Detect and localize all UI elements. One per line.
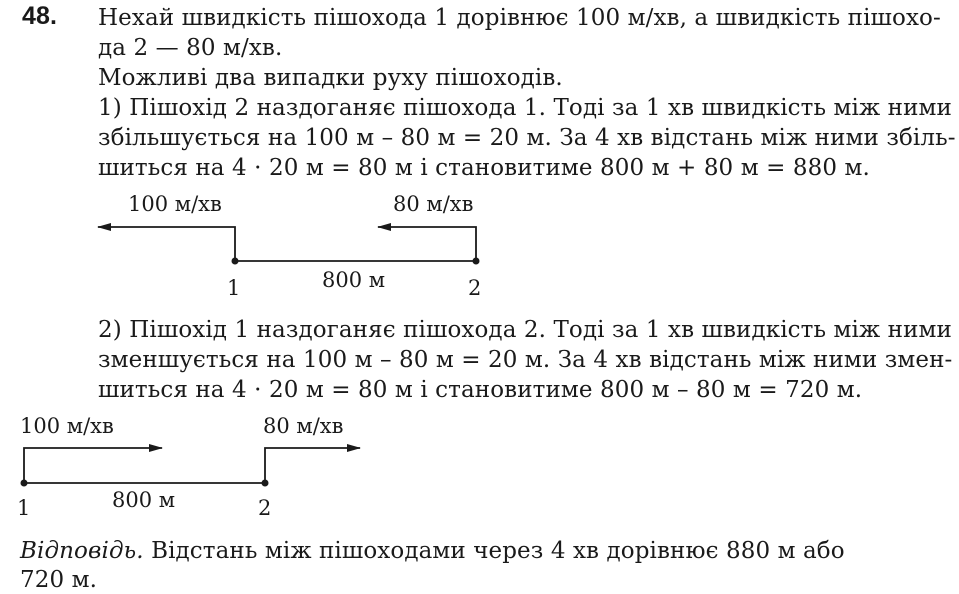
answer-text: Відстань між пішоходами через 4 хв дорівнює 880 м або <box>143 538 845 564</box>
diagram-1-point-2-label: 2 <box>468 276 482 300</box>
intro-line-2: да 2 — 80 м/хв. <box>98 35 283 61</box>
diagram-2-speed-1: 100 м/хв <box>20 414 114 438</box>
answer-label: Відповідь. <box>20 538 144 564</box>
answer-line-1 <box>20 537 845 565</box>
diagram-1-point-1-label: 1 <box>227 276 241 300</box>
answer-line-2: 720 м. <box>20 567 98 593</box>
diagram-1-speed-1: 100 м/хв <box>128 192 222 216</box>
diagram-2-point-1-label: 1 <box>17 496 31 520</box>
diagram-1-distance-label: 800 м <box>322 268 386 292</box>
case2-line-3: шиться на 4 · 20 м = 80 м і становитиме 800 м – 80 м = 720 м. <box>98 377 863 403</box>
diagram-1-speed-2: 80 м/хв <box>393 192 474 216</box>
case2-line-1: 2) Пішохід 1 наздоганяє пішохода 2. Тоді за 1 хв швидкість між ними <box>98 317 952 343</box>
diagram-2-point-2-label: 2 <box>258 496 272 520</box>
diagram-2-distance-label: 800 м <box>112 488 176 512</box>
case1-line-2: збільшується на 100 м – 80 м = 20 м. За 4 хв відстань між ними збіль- <box>98 125 956 151</box>
diagram-2-point-1 <box>21 480 28 487</box>
diagram-2-point-2 <box>262 480 269 487</box>
case2-line-2: зменшується на 100 м – 80 м = 20 м. За 4 хв відстань між ними змен- <box>98 347 953 373</box>
diagram-2-speed-2: 80 м/хв <box>263 414 344 438</box>
diagram-2-arrow-walker-1 <box>24 448 162 483</box>
problem-number: 48. <box>22 2 58 30</box>
case1-line-1: 1) Пішохід 2 наздоганяє пішохода 1. Тоді за 1 хв швидкість між ними <box>98 95 952 121</box>
diagram-2-arrow-walker-2 <box>265 448 360 483</box>
intro-line-1: Нехай швидкість пішохода 1 дорівнює 100 м/хв, а швидкість пішохо- <box>98 5 941 31</box>
intro-line-3: Можливі два випадки руху пішоходів. <box>98 65 563 91</box>
case1-line-3: шиться на 4 · 20 м = 80 м і становитиме 800 м + 80 м = 880 м. <box>98 155 870 181</box>
